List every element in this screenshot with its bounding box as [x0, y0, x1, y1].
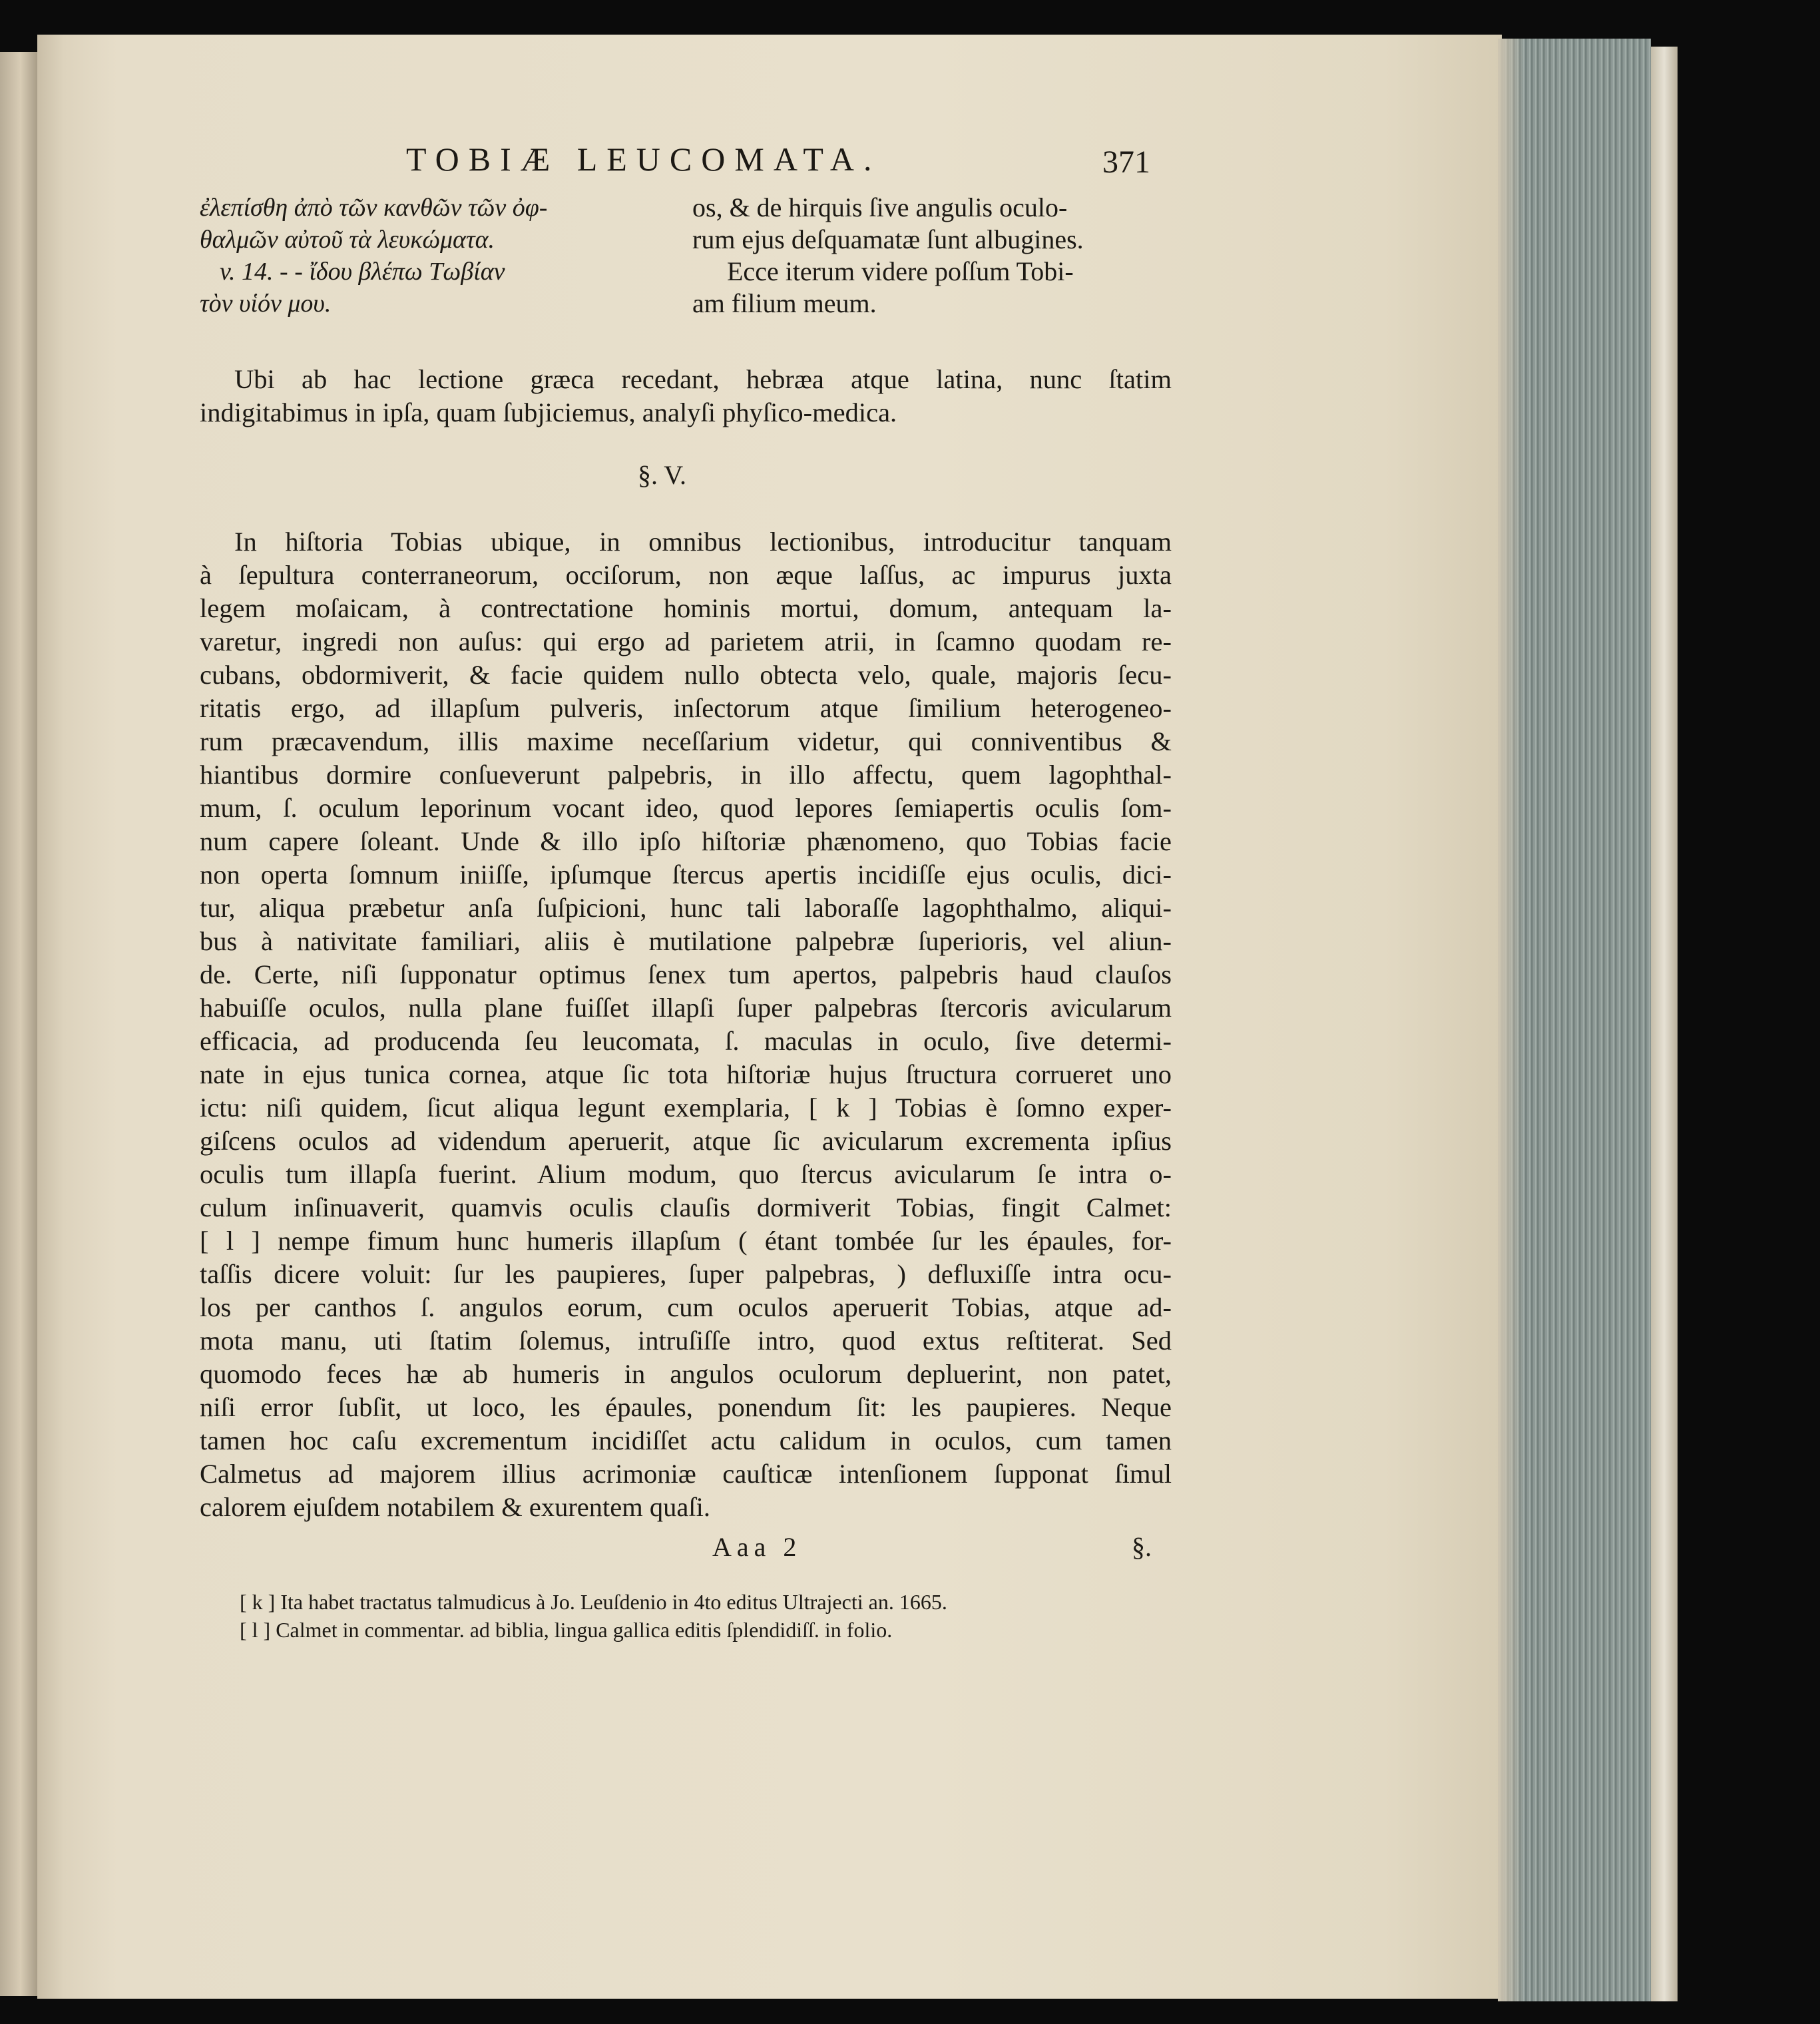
body-line: de. Certe, niſi ſupponatur optimus ſenex tum apertos, palpebris haud clauſos	[200, 959, 1172, 989]
body-line: ictu: niſi quidem, ſicut aliqua legunt exemplaria, [ k ] Tobias è ſomno exper-	[200, 1093, 1172, 1123]
body-line: niſi error ſubſit, ut loco, les épaules, ponendum ſit: les paupieres. Neque	[200, 1392, 1172, 1422]
book-cover-edge	[1651, 47, 1678, 2001]
body-line: non operta ſomnum iniiſſe, ipſumque ſtercus apertis incidiſſe ejus oculis, dici-	[200, 860, 1172, 889]
body-line: taſſis dicere voluit: ſur les paupieres, ſuper palpebras, ) defluxiſſe intra ocu-	[200, 1259, 1172, 1289]
footnote-l: [ l ] Calmet in commentar. ad biblia, lingua gallica editis ſplendidiſſ. in folio.	[240, 1618, 893, 1642]
intro-line: indigitabimus in ipſa, quam ſubjiciemus, analyſi phyſico-medica.	[200, 397, 897, 427]
body-line: mum, ſ. oculum leporinum vocant ideo, quod lepores ſemiapertis oculis ſom-	[200, 793, 1172, 823]
body-line: à ſepultura conterraneorum, occiſorum, non æque laſſus, ac impurus juxta	[200, 560, 1172, 590]
page-number: 371	[1102, 144, 1150, 180]
body-line: nate in ejus tunica cornea, atque ſic tota hiſtoriæ hujus ſtructura corrueret uno	[200, 1059, 1172, 1089]
body-line: legem moſaicam, à contrectatione hominis mortui, domum, antequam la-	[200, 593, 1172, 623]
greek-line: ἐλεπίσθη ἀπὸ τῶν κανθῶν τῶν ὀφ-	[200, 194, 548, 222]
facing-page-edge	[0, 52, 37, 1996]
greek-line: θαλμῶν αὐτοῦ τὰ λευκώματα.	[200, 226, 495, 254]
body-line: hiantibus dormire conſueverunt palpebris, in illo affectu, quem lagophthal-	[200, 760, 1172, 790]
body-line: culum inſinuaverit, quamvis oculis clauſis dormiverit Tobias, fingit Calmet:	[200, 1192, 1172, 1222]
body-line: tur, aliqua præbetur anſa ſuſpicioni, hunc tali laboraſſe lagophthalmo, aliqui-	[200, 893, 1172, 923]
running-title: TOBIÆ LEUCOMATA.	[406, 140, 881, 178]
body-line: In hiſtoria Tobias ubique, in omnibus lectionibus, introducitur tanquam	[234, 527, 1172, 557]
signature-mark: Aaa 2	[712, 1532, 802, 1562]
body-line: quomodo feces hæ ab humeris in angulos oculorum depluerint, non patet,	[200, 1359, 1172, 1389]
body-line: oculis tum illapſa fuerint. Alium modum, quo ſtercus avicularum ſe intra o-	[200, 1159, 1172, 1189]
footnote-k: [ k ] Ita habet tractatus talmudicus à Jo. Leuſdenio in 4to editus Ultrajecti an. 1665.	[240, 1590, 947, 1614]
greek-line: v. 14. - - ἴδου βλέπω Τωβίαν	[220, 258, 505, 286]
section-heading: §. V.	[638, 460, 687, 490]
body-line: [ l ] nempe fimum hunc humeris illapſum ( étant tombée ſur les épaules, for-	[200, 1226, 1172, 1256]
greek-line: τὸν υἱόν μου.	[200, 290, 332, 318]
body-line: bus à nativitate familiari, aliis è mutilatione palpebræ ſuperioris, vel aliun-	[200, 926, 1172, 956]
body-line: cubans, obdormiverit, & facie quidem nullo obtecta velo, quale, majoris ſecu-	[200, 660, 1172, 690]
body-line: Calmetus ad majorem illius acrimoniæ cauſticæ intenſionem ſupponat ſimul	[200, 1459, 1172, 1489]
body-line: giſcens oculos ad videndum aperuerit, atque ſic avicularum excrementa ipſius	[200, 1126, 1172, 1156]
body-line: varetur, ingredi non auſus: qui ergo ad parietem atrii, in ſcamno quodam re-	[200, 627, 1172, 656]
body-line: efficacia, ad producenda ſeu leucomata, ſ. maculas in oculo, ſive determi-	[200, 1026, 1172, 1056]
body-line: habuiſſe oculos, nulla plane fuiſſet illapſi ſuper palpebras ſtercoris avicularum	[200, 993, 1172, 1023]
body-line: calorem ejuſdem notabilem & exurentem quaſi.	[200, 1492, 710, 1522]
intro-line: Ubi ab hac lectione græca recedant, hebræa atque latina, nunc ſtatim	[234, 364, 1172, 394]
body-line: mota manu, uti ſtatim ſolemus, intruſiſſe intro, quod extus reſtiterat. Sed	[200, 1326, 1172, 1356]
body-line: los per canthos ſ. angulos eorum, cum oculos aperuerit Tobias, atque ad-	[200, 1292, 1172, 1322]
latin-line: am filium meum.	[692, 288, 877, 318]
body-line: tamen hoc caſu excrementum incidiſſet actu calidum in oculos, cum tamen	[200, 1425, 1172, 1455]
latin-line: Ecce iterum videre poſſum Tobi-	[727, 256, 1074, 286]
body-line: rum præcavendum, illis maxime neceſſarium videtur, qui conniventibus &	[200, 726, 1172, 756]
body-line: ritatis ergo, ad illapſum pulveris, inſectorum atque ſimilium heterogeneo-	[200, 693, 1172, 723]
latin-line: rum ejus deſquamatæ ſunt albugines.	[692, 224, 1084, 254]
catchword: §.	[1132, 1532, 1152, 1562]
body-line: num capere ſoleant. Unde & illo ipſo hiſtoriæ phænomeno, quo Tobias facie	[200, 826, 1172, 856]
page-edges-block	[1498, 39, 1651, 2001]
latin-line: os, & de hirquis ſive angulis oculo-	[692, 192, 1068, 222]
